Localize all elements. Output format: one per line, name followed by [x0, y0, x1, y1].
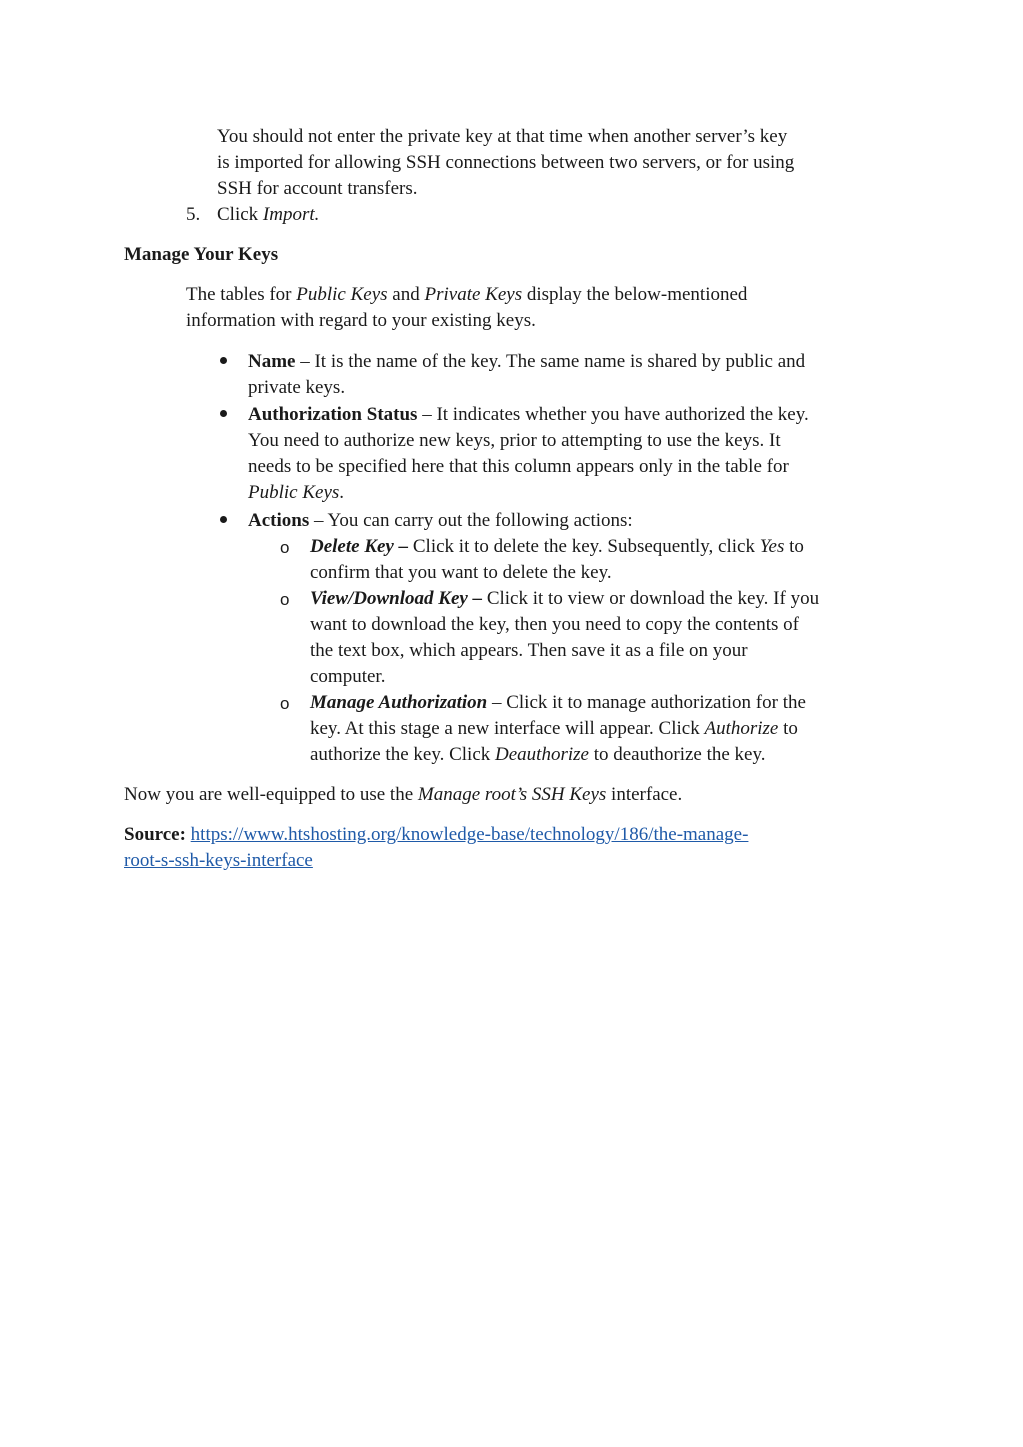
interface-name: Manage root’s SSH Keys: [417, 784, 607, 805]
closing-paragraph: [124, 782, 682, 808]
action-text: to: [784, 536, 804, 557]
action-view-line-1: [310, 586, 819, 612]
source-line-1: [124, 822, 748, 848]
intro-text: display the below-mentioned: [522, 284, 748, 305]
bullet-dot: [220, 410, 227, 417]
step-number: 5.: [186, 204, 201, 225]
action-view-line-4: computer.: [310, 666, 386, 687]
bullet-term: Actions: [248, 510, 310, 531]
action-delete-line-2: confirm that you want to delete the key.: [310, 562, 612, 583]
source-link-continuation[interactable]: root-s-ssh-keys-interface: [124, 850, 313, 871]
bullet-auth-line-4: [248, 480, 344, 506]
intro-line-1: You should not enter the private key at that time when another server’s key: [217, 126, 788, 147]
source-link[interactable]: https://www.htshosting.org/knowledge-base/technology/186/the-manage-: [190, 824, 749, 845]
action-text: to: [778, 718, 798, 739]
bullet-text: – It is the name of the key. The same name is shared by public and: [295, 351, 806, 372]
bullet-auth-line-2: You need to authorize new keys, prior to attempting to use the keys. It: [248, 430, 781, 451]
action-text: Click it to view or download the key. If you: [482, 588, 820, 609]
step-5-text: [217, 202, 319, 228]
bullet-text: – You can carry out the following actions:: [309, 510, 633, 531]
section-intro-line-1: [186, 282, 747, 308]
yes-term: Yes: [759, 536, 785, 557]
action-text: authorize the key. Click: [310, 744, 496, 765]
step-5-action: Import.: [262, 204, 320, 225]
private-keys-term: Private Keys: [424, 284, 523, 305]
action-text: – Click it to manage authorization for the: [487, 692, 806, 713]
action-delete-line-1: [310, 534, 804, 560]
authorize-term: Authorize: [704, 718, 779, 739]
source-label: Source:: [124, 824, 186, 845]
action-text: Click it to delete the key. Subsequently, click: [408, 536, 760, 557]
closing-text: Now you are well-equipped to use the: [124, 784, 418, 805]
public-keys-term: Public Keys: [296, 284, 388, 305]
bullet-dot: [220, 516, 227, 523]
bullet-text: .: [339, 482, 345, 503]
sub-bullet-marker: o: [280, 538, 290, 557]
action-text: to deauthorize the key.: [588, 744, 766, 765]
bullet-name-line-1: [248, 349, 805, 375]
sub-bullet-marker: o: [280, 694, 290, 713]
bullet-auth-line-1: [248, 402, 809, 428]
action-manage-line-2: [310, 716, 798, 742]
action-view-line-2: want to download the key, then you need to copy the contents of: [310, 614, 799, 635]
section-heading: Manage Your Keys: [124, 244, 279, 265]
bullet-term: Name: [248, 351, 296, 372]
bullet-actions-line-1: [248, 508, 633, 534]
action-view-line-3: the text box, which appears. Then save it as a file on your: [310, 640, 748, 661]
sub-bullet-marker: o: [280, 590, 290, 609]
bullet-name-line-2: private keys.: [248, 377, 346, 398]
step-5-label: Click: [217, 204, 263, 225]
bullet-text: – It indicates whether you have authorized the key.: [417, 404, 809, 425]
action-term: Manage Authorization: [310, 692, 488, 713]
source-line-2: [124, 848, 313, 874]
action-manage-line-1: [310, 690, 806, 716]
intro-line-2: is imported for allowing SSH connections between two servers, or for using: [217, 152, 795, 173]
intro-text: The tables for: [186, 284, 297, 305]
action-term: Delete Key –: [310, 536, 409, 557]
bullet-term: Authorization Status: [248, 404, 418, 425]
bullet-auth-line-3: needs to be specified here that this column appears only in the table for: [248, 456, 789, 477]
action-text: key. At this stage a new interface will appear. Click: [310, 718, 705, 739]
section-intro-line-2: information with regard to your existing keys.: [186, 310, 536, 331]
deauthorize-term: Deauthorize: [495, 744, 589, 765]
bullet-dot: [220, 357, 227, 364]
intro-line-3: SSH for account transfers.: [217, 178, 418, 199]
action-manage-line-3: [310, 742, 766, 768]
action-term: View/Download Key –: [310, 588, 483, 609]
public-keys-term: Public Keys: [248, 482, 340, 503]
closing-text: interface.: [606, 784, 683, 805]
intro-text: and: [387, 284, 425, 305]
